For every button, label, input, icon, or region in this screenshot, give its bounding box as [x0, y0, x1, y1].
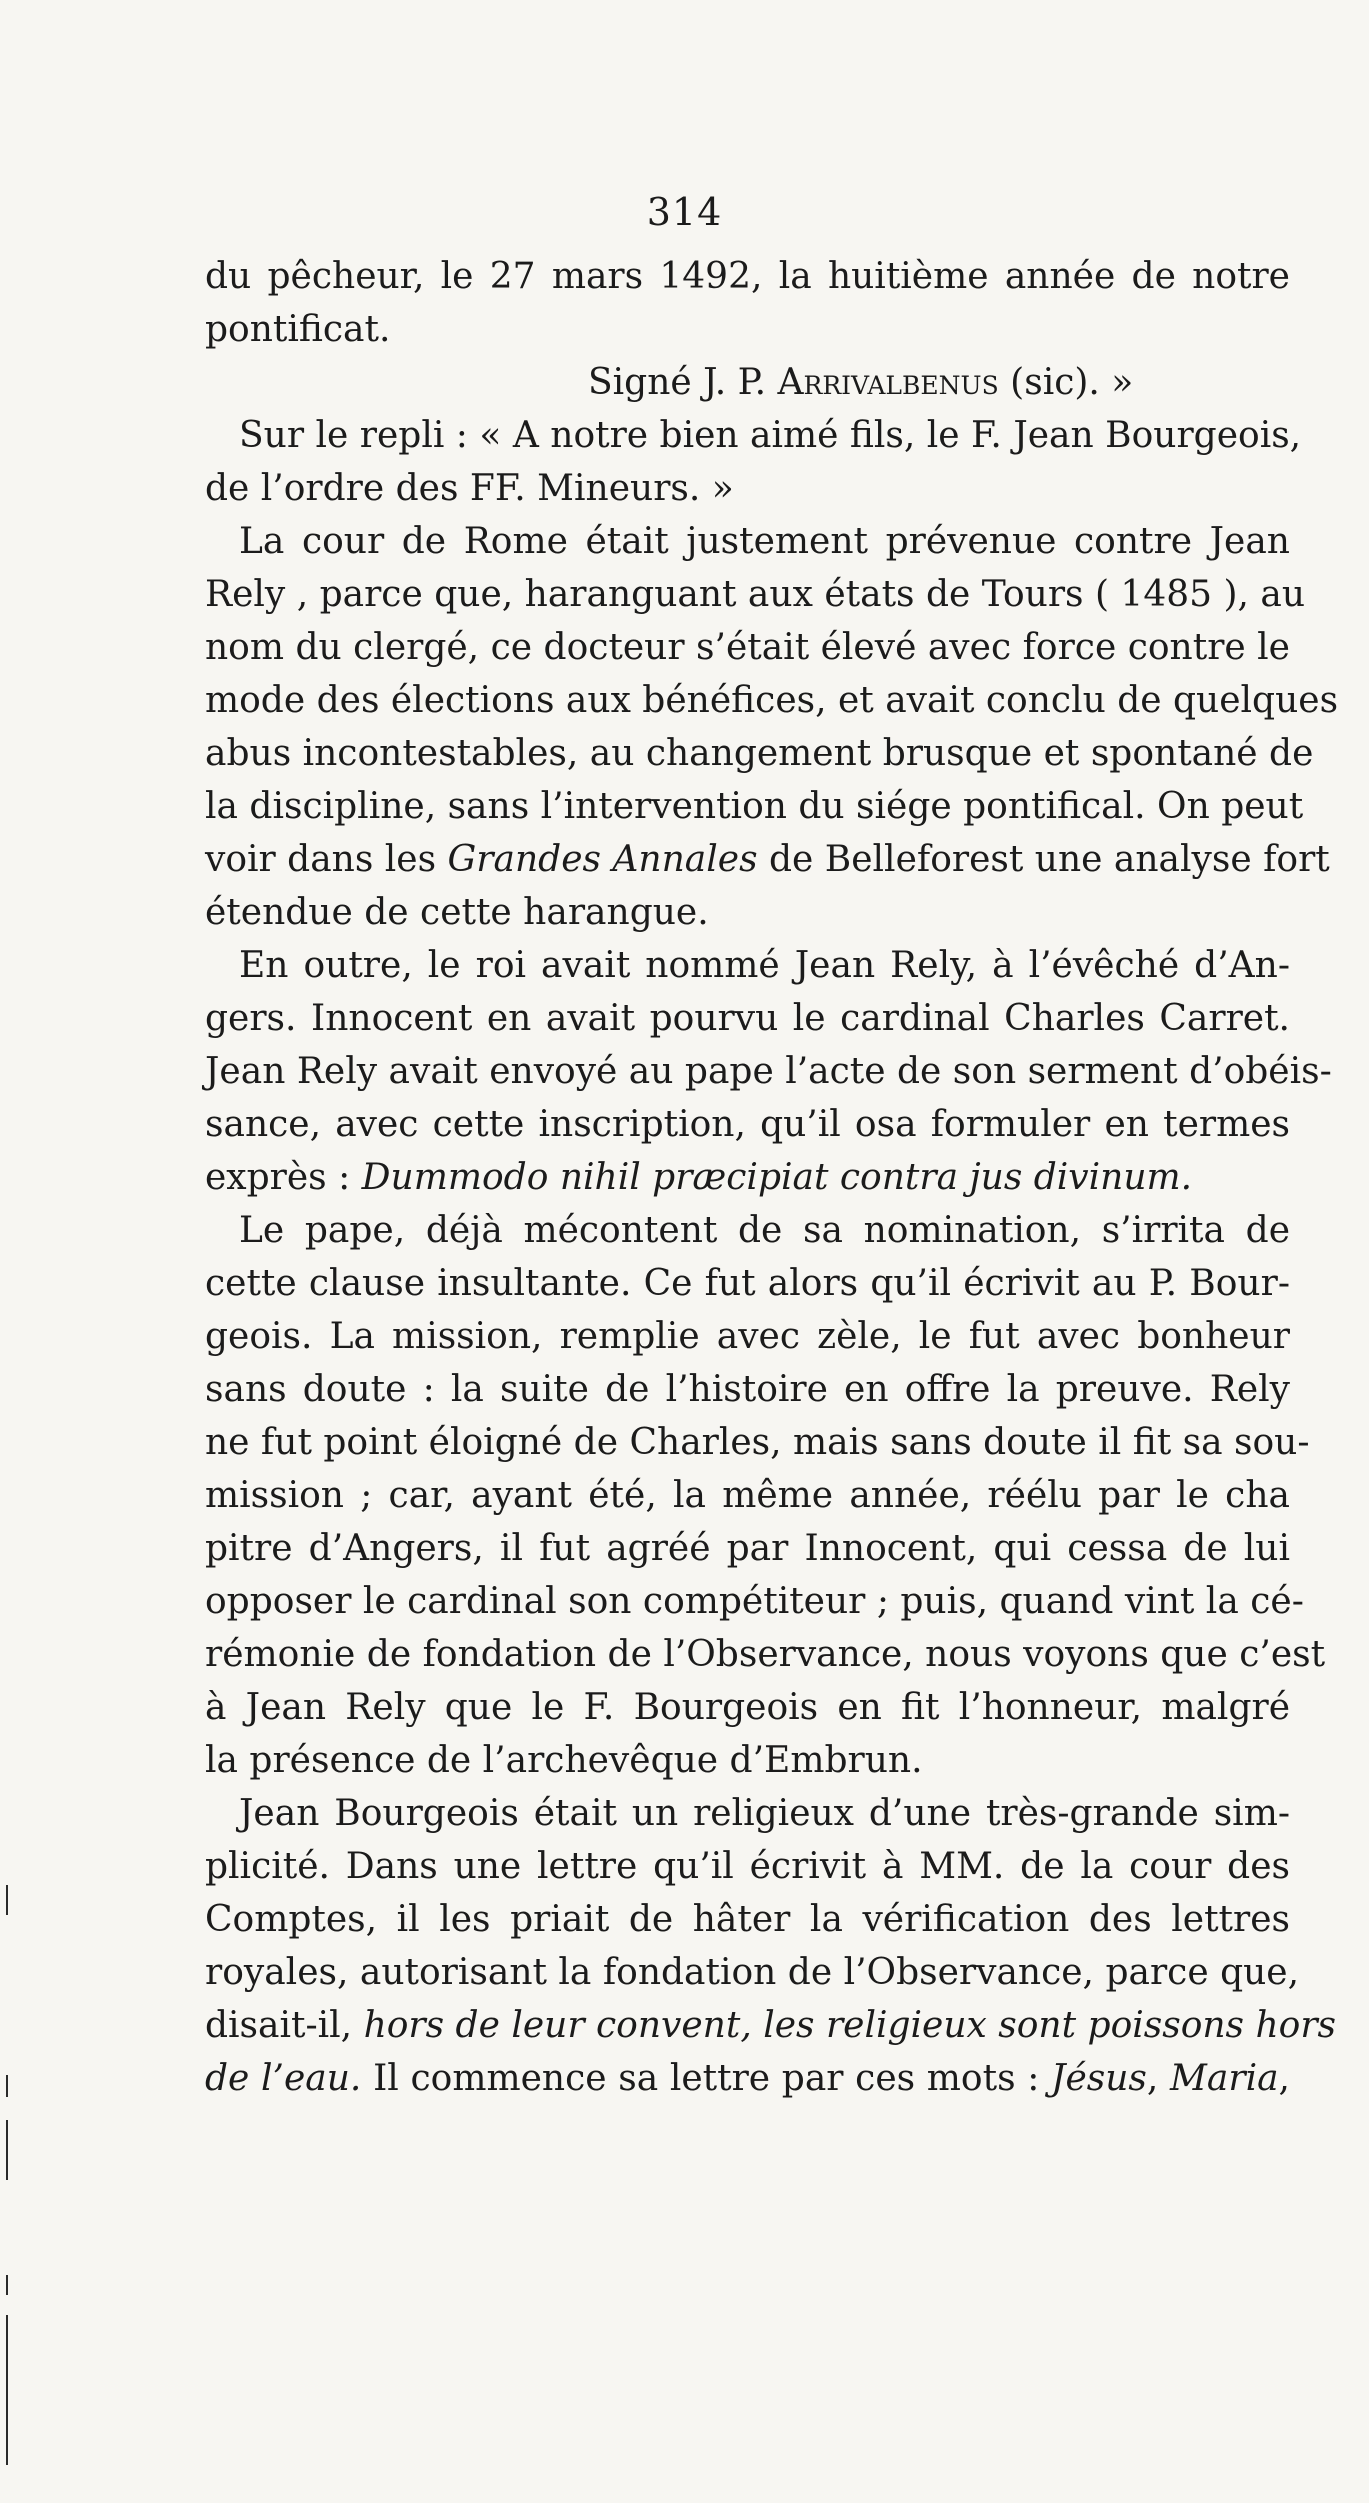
italic-word: Jésus [1051, 2058, 1147, 2099]
text-run: voir dans les [205, 839, 448, 880]
margin-mark [6, 1885, 8, 1915]
text-line: geois. La mission, remplie avec zèle, le fut avec bonheur [205, 1316, 1290, 1357]
text-line: Le pape, déjà mécontent de sa nomination, s’irrita de [239, 1210, 1290, 1251]
text-line: pitre d’Angers, il fut agréé par Innocent, qui cessa de lui [205, 1528, 1290, 1569]
page-number: 314 [646, 190, 723, 234]
text-line: cette clause insultante. Ce fut alors qu’il écrivit au P. Bour- [205, 1263, 1290, 1304]
text-line [205, 2052, 1290, 2105]
body-text [205, 250, 1339, 2105]
text-line: la discipline, sans l’intervention du siége pontifical. On peut [205, 786, 1304, 827]
signature-line [205, 356, 1290, 409]
text-line: gers. Innocent en avait pourvu le cardinal Charles Carret. [205, 998, 1290, 1039]
text-line: pontificat. [205, 309, 391, 350]
text-line: sance, avec cette inscription, qu’il osa formuler en termes [205, 1104, 1290, 1145]
text-run: , [1146, 2058, 1171, 2099]
text-line: de l’ordre des FF. Mineurs. » [205, 468, 734, 509]
text-line [205, 833, 1330, 886]
text-line [205, 1151, 1290, 1204]
italic-title: Grandes Annales [447, 839, 758, 880]
signature-text: Signé J. P. [588, 362, 778, 403]
text-line: nom du clergé, ce docteur s’était élevé avec force contre le [205, 627, 1290, 668]
text-line: royales, autorisant la fondation de l’Observance, parce que, [205, 1952, 1300, 1993]
margin-mark [6, 2315, 8, 2465]
signature-text: (sic). » [998, 362, 1134, 403]
margin-mark [6, 2275, 8, 2295]
text-run: exprès : [205, 1157, 362, 1198]
text-line: mode des élections aux bénéfices, et avait conclu de quelques [205, 680, 1339, 721]
text-line: sans doute : la suite de l’histoire en offre la preuve. Rely [205, 1369, 1290, 1410]
text-line: Sur le repli : « A notre bien aimé fils, le F. Jean Bourgeois, [239, 415, 1302, 456]
text-line: Comptes, il les priait de hâter la vérification des lettres [205, 1899, 1290, 1940]
text-line: du pêcheur, le 27 mars 1492, la huitième année de notre [205, 256, 1290, 297]
text-run: de Belleforest une analyse fort [757, 839, 1330, 880]
italic-quote: de l’eau. [205, 2058, 362, 2099]
text-line: La cour de Rome était justement prévenue contre Jean [239, 521, 1290, 562]
text-line: Rely , parce que, haranguant aux états de Tours ( 1485 ), au [205, 574, 1306, 615]
italic-quote: hors de leur convent, les religieux sont poissons hors [363, 2005, 1337, 2046]
text-line: la présence de l’archevêque d’Embrun. [205, 1740, 923, 1781]
margin-mark [6, 2075, 8, 2097]
margin-mark [6, 2120, 8, 2180]
text-line [205, 1999, 1337, 2052]
text-line: abus incontestables, au changement brusque et spontané de [205, 733, 1314, 774]
text-run: , [1278, 2058, 1290, 2099]
italic-quote: Dummodo nihil præcipiat contra jus divinum. [361, 1157, 1193, 1198]
text-line: étendue de cette harangue. [205, 892, 709, 933]
text-line: plicité. Dans une lettre qu’il écrivit à MM. de la cour des [205, 1846, 1290, 1887]
signatory-name: Arrivalbenus [777, 362, 999, 403]
text-line: rémonie de fondation de l’Observance, nous voyons que c’est [205, 1634, 1326, 1675]
text-line: En outre, le roi avait nommé Jean Rely, à l’évêché d’An- [239, 945, 1290, 986]
text-line: opposer le cardinal son compétiteur ; puis, quand vint la cé- [205, 1581, 1304, 1622]
text-line: Jean Rely avait envoyé au pape l’acte de son serment d’obéis- [205, 1051, 1332, 1092]
text-run: Il commence sa lettre par ces mots : [361, 2058, 1052, 2099]
text-line: Jean Bourgeois était un religieux d’une très-grande sim- [239, 1793, 1290, 1834]
text-run: disait-il, [205, 2005, 364, 2046]
text-line: à Jean Rely que le F. Bourgeois en fit l’honneur, malgré [205, 1687, 1290, 1728]
italic-word: Maria [1170, 2058, 1279, 2099]
text-line: ne fut point éloigné de Charles, mais sans doute il fit sa sou- [205, 1422, 1310, 1463]
text-line: mission ; car, ayant été, la même année, réélu par le cha [205, 1475, 1290, 1516]
